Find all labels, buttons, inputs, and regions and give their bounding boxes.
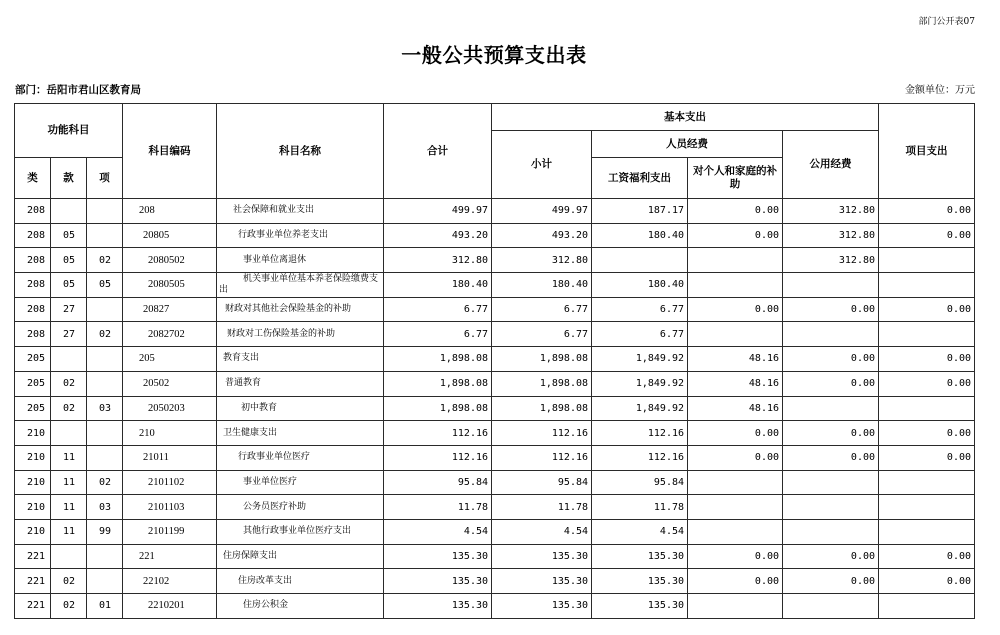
table-row <box>15 347 975 372</box>
cell-code: 210 <box>123 421 217 446</box>
cell-family-subsidy: 0.00 <box>688 445 783 470</box>
cell-total: 135.30 <box>384 544 492 569</box>
cell-xiang <box>87 421 123 446</box>
cell-kuan: 11 <box>51 470 87 495</box>
cell-total: 11.78 <box>384 495 492 520</box>
cell-lei: 208 <box>15 322 51 347</box>
cell-kuan: 02 <box>51 371 87 396</box>
cell-family-subsidy <box>688 248 783 273</box>
cell-family-subsidy: 0.00 <box>688 421 783 446</box>
table-body <box>15 199 975 619</box>
cell-subtotal: 112.16 <box>492 421 592 446</box>
cell-wages: 180.40 <box>592 223 688 248</box>
cell-kuan <box>51 544 87 569</box>
cell-total: 135.30 <box>384 594 492 619</box>
cell-project <box>879 594 975 619</box>
cell-project: 0.00 <box>879 544 975 569</box>
cell-code: 208 <box>123 199 217 224</box>
cell-project: 0.00 <box>879 445 975 470</box>
cell-name: 社会保障和就业支出 <box>217 199 384 224</box>
cell-public-funds: 0.00 <box>783 544 879 569</box>
cell-xiang <box>87 199 123 224</box>
cell-code: 20827 <box>123 297 217 322</box>
table-row <box>15 594 975 619</box>
cell-wages: 1,849.92 <box>592 371 688 396</box>
cell-subtotal: 499.97 <box>492 199 592 224</box>
cell-total: 1,898.08 <box>384 396 492 421</box>
cell-lei: 205 <box>15 396 51 421</box>
cell-xiang: 02 <box>87 470 123 495</box>
cell-total: 112.16 <box>384 445 492 470</box>
cell-wages: 135.30 <box>592 544 688 569</box>
cell-subtotal: 135.30 <box>492 544 592 569</box>
cell-kuan <box>51 347 87 372</box>
table-row <box>15 470 975 495</box>
cell-name: 事业单位医疗 <box>217 470 384 495</box>
cell-subtotal: 135.30 <box>492 594 592 619</box>
header-func-subject: 功能科目 <box>15 104 123 158</box>
cell-subtotal: 1,898.08 <box>492 396 592 421</box>
cell-family-subsidy: 48.16 <box>688 371 783 396</box>
cell-lei: 208 <box>15 273 51 298</box>
cell-lei: 208 <box>15 223 51 248</box>
cell-wages: 11.78 <box>592 495 688 520</box>
cell-kuan: 05 <box>51 248 87 273</box>
unit-value: 万元 <box>955 85 975 96</box>
table-row <box>15 322 975 347</box>
cell-code: 2101102 <box>123 470 217 495</box>
cell-lei: 221 <box>15 544 51 569</box>
cell-lei: 208 <box>15 199 51 224</box>
cell-wages: 135.30 <box>592 569 688 594</box>
cell-lei: 205 <box>15 371 51 396</box>
cell-subtotal: 135.30 <box>492 569 592 594</box>
cell-name: 财政对工伤保险基金的补助 <box>217 322 384 347</box>
cell-family-subsidy <box>688 519 783 544</box>
cell-project <box>879 248 975 273</box>
cell-subtotal: 112.16 <box>492 445 592 470</box>
cell-lei: 210 <box>15 421 51 446</box>
table-row <box>15 445 975 470</box>
cell-lei: 210 <box>15 519 51 544</box>
cell-subtotal: 180.40 <box>492 273 592 298</box>
cell-subtotal: 1,898.08 <box>492 347 592 372</box>
cell-lei: 210 <box>15 445 51 470</box>
cell-kuan: 05 <box>51 223 87 248</box>
cell-project <box>879 322 975 347</box>
cell-kuan: 11 <box>51 519 87 544</box>
cell-xiang: 02 <box>87 248 123 273</box>
cell-wages: 6.77 <box>592 297 688 322</box>
cell-xiang <box>87 297 123 322</box>
cell-kuan: 27 <box>51 322 87 347</box>
table-row <box>15 421 975 446</box>
cell-wages: 135.30 <box>592 594 688 619</box>
cell-family-subsidy <box>688 594 783 619</box>
cell-kuan <box>51 199 87 224</box>
cell-total: 112.16 <box>384 421 492 446</box>
cell-name: 住房改革支出 <box>217 569 384 594</box>
header-personnel: 人员经费 <box>592 131 783 158</box>
cell-name: 财政对其他社会保险基金的补助 <box>217 297 384 322</box>
cell-family-subsidy: 0.00 <box>688 199 783 224</box>
cell-public-funds: 312.80 <box>783 199 879 224</box>
cell-project <box>879 470 975 495</box>
cell-name: 行政事业单位养老支出 <box>217 223 384 248</box>
cell-xiang: 99 <box>87 519 123 544</box>
cell-subtotal: 6.77 <box>492 297 592 322</box>
cell-project: 0.00 <box>879 223 975 248</box>
cell-total: 493.20 <box>384 223 492 248</box>
cell-total: 4.54 <box>384 519 492 544</box>
cell-code: 2050203 <box>123 396 217 421</box>
cell-public-funds: 0.00 <box>783 569 879 594</box>
cell-total: 1,898.08 <box>384 371 492 396</box>
cell-name: 事业单位离退休 <box>217 248 384 273</box>
cell-name: 行政事业单位医疗 <box>217 445 384 470</box>
cell-kuan: 02 <box>51 569 87 594</box>
header-subject-code: 科目编码 <box>123 104 217 199</box>
cell-code: 2080502 <box>123 248 217 273</box>
header-lei: 类 <box>15 158 51 199</box>
table-row <box>15 569 975 594</box>
cell-code: 2101103 <box>123 495 217 520</box>
cell-project <box>879 495 975 520</box>
unit-line <box>905 84 975 97</box>
department-name: 岳阳市君山区教育局 <box>46 84 141 96</box>
cell-subtotal: 493.20 <box>492 223 592 248</box>
cell-lei: 205 <box>15 347 51 372</box>
cell-total: 1,898.08 <box>384 347 492 372</box>
cell-project: 0.00 <box>879 347 975 372</box>
cell-name: 其他行政事业单位医疗支出 <box>217 519 384 544</box>
cell-total: 6.77 <box>384 322 492 347</box>
cell-wages: 187.17 <box>592 199 688 224</box>
cell-wages: 95.84 <box>592 470 688 495</box>
cell-family-subsidy <box>688 495 783 520</box>
cell-public-funds <box>783 594 879 619</box>
cell-public-funds: 312.80 <box>783 248 879 273</box>
cell-family-subsidy: 48.16 <box>688 347 783 372</box>
cell-lei: 210 <box>15 470 51 495</box>
cell-public-funds <box>783 396 879 421</box>
cell-kuan: 11 <box>51 495 87 520</box>
cell-code: 221 <box>123 544 217 569</box>
table-row <box>15 495 975 520</box>
cell-wages: 1,849.92 <box>592 347 688 372</box>
cell-kuan: 02 <box>51 396 87 421</box>
cell-name: 公务员医疗补助 <box>217 495 384 520</box>
cell-public-funds: 0.00 <box>783 445 879 470</box>
header-xiang: 项 <box>87 158 123 199</box>
cell-xiang <box>87 445 123 470</box>
cell-lei: 210 <box>15 495 51 520</box>
table-row <box>15 297 975 322</box>
form-code: 部门公开表07 <box>918 17 975 27</box>
cell-xiang: 03 <box>87 495 123 520</box>
table-row <box>15 396 975 421</box>
cell-name: 普通教育 <box>217 371 384 396</box>
cell-total: 312.80 <box>384 248 492 273</box>
cell-project <box>879 519 975 544</box>
table-row <box>15 248 975 273</box>
cell-family-subsidy <box>688 322 783 347</box>
table-header <box>15 104 975 199</box>
cell-public-funds <box>783 495 879 520</box>
cell-public-funds: 312.80 <box>783 223 879 248</box>
header-subject-name: 科目名称 <box>217 104 384 199</box>
cell-name: 初中教育 <box>217 396 384 421</box>
cell-family-subsidy: 0.00 <box>688 223 783 248</box>
cell-project: 0.00 <box>879 297 975 322</box>
cell-project: 0.00 <box>879 371 975 396</box>
cell-xiang: 03 <box>87 396 123 421</box>
cell-wages: 1,849.92 <box>592 396 688 421</box>
table-row <box>15 223 975 248</box>
cell-project <box>879 273 975 298</box>
cell-total: 499.97 <box>384 199 492 224</box>
table-row <box>15 199 975 224</box>
page-title: 一般公共预算支出表 <box>401 43 587 67</box>
cell-public-funds: 0.00 <box>783 347 879 372</box>
cell-code: 20502 <box>123 371 217 396</box>
cell-subtotal: 6.77 <box>492 322 592 347</box>
cell-wages: 112.16 <box>592 445 688 470</box>
cell-public-funds: 0.00 <box>783 297 879 322</box>
cell-total: 180.40 <box>384 273 492 298</box>
budget-table <box>14 103 975 619</box>
cell-public-funds: 0.00 <box>783 371 879 396</box>
cell-code: 22102 <box>123 569 217 594</box>
cell-xiang: 02 <box>87 322 123 347</box>
cell-xiang <box>87 371 123 396</box>
cell-family-subsidy: 0.00 <box>688 569 783 594</box>
cell-code: 2080505 <box>123 273 217 298</box>
cell-wages: 6.77 <box>592 322 688 347</box>
header-family-subsidy: 对个人和家庭的补助 <box>688 158 783 199</box>
cell-wages: 180.40 <box>592 273 688 298</box>
cell-public-funds <box>783 273 879 298</box>
cell-name: 住房保障支出 <box>217 544 384 569</box>
cell-subtotal: 4.54 <box>492 519 592 544</box>
cell-project: 0.00 <box>879 569 975 594</box>
header-kuan: 款 <box>51 158 87 199</box>
cell-family-subsidy: 0.00 <box>688 297 783 322</box>
cell-public-funds <box>783 470 879 495</box>
cell-total: 6.77 <box>384 297 492 322</box>
cell-xiang <box>87 544 123 569</box>
cell-code: 20805 <box>123 223 217 248</box>
cell-lei: 221 <box>15 569 51 594</box>
cell-lei: 208 <box>15 248 51 273</box>
cell-wages <box>592 248 688 273</box>
cell-subtotal: 1,898.08 <box>492 371 592 396</box>
table-row <box>15 519 975 544</box>
table-row <box>15 273 975 298</box>
cell-wages: 4.54 <box>592 519 688 544</box>
cell-family-subsidy: 48.16 <box>688 396 783 421</box>
cell-xiang <box>87 223 123 248</box>
cell-public-funds <box>783 519 879 544</box>
cell-code: 2082702 <box>123 322 217 347</box>
header-subtotal: 小计 <box>492 131 592 199</box>
cell-code: 21011 <box>123 445 217 470</box>
cell-name: 住房公积金 <box>217 594 384 619</box>
cell-xiang <box>87 569 123 594</box>
cell-name: 机关事业单位基本养老保险缴费支出 <box>217 273 384 298</box>
cell-kuan: 11 <box>51 445 87 470</box>
cell-code: 2101199 <box>123 519 217 544</box>
header-public-funds: 公用经费 <box>783 131 879 199</box>
table-row <box>15 371 975 396</box>
cell-subtotal: 312.80 <box>492 248 592 273</box>
unit-label: 金额单位： <box>905 85 955 96</box>
cell-public-funds <box>783 322 879 347</box>
cell-name: 卫生健康支出 <box>217 421 384 446</box>
cell-subtotal: 95.84 <box>492 470 592 495</box>
cell-xiang <box>87 347 123 372</box>
cell-lei: 208 <box>15 297 51 322</box>
cell-name: 教育支出 <box>217 347 384 372</box>
header-row <box>15 104 975 131</box>
cell-total: 135.30 <box>384 569 492 594</box>
cell-kuan: 02 <box>51 594 87 619</box>
cell-family-subsidy <box>688 470 783 495</box>
cell-project <box>879 396 975 421</box>
department-label: 部门： <box>15 84 47 96</box>
cell-family-subsidy <box>688 273 783 298</box>
cell-xiang: 01 <box>87 594 123 619</box>
cell-kuan <box>51 421 87 446</box>
cell-code: 205 <box>123 347 217 372</box>
cell-project: 0.00 <box>879 199 975 224</box>
cell-code: 2210201 <box>123 594 217 619</box>
cell-family-subsidy: 0.00 <box>688 544 783 569</box>
header-wages: 工资福利支出 <box>592 158 688 199</box>
cell-kuan: 05 <box>51 273 87 298</box>
cell-total: 95.84 <box>384 470 492 495</box>
cell-public-funds: 0.00 <box>783 421 879 446</box>
table-row <box>15 544 975 569</box>
cell-wages: 112.16 <box>592 421 688 446</box>
cell-lei: 221 <box>15 594 51 619</box>
department-line <box>15 83 141 97</box>
cell-xiang: 05 <box>87 273 123 298</box>
header-project: 项目支出 <box>879 104 975 199</box>
cell-subtotal: 11.78 <box>492 495 592 520</box>
header-basic-expense: 基本支出 <box>492 104 879 131</box>
cell-project: 0.00 <box>879 421 975 446</box>
cell-kuan: 27 <box>51 297 87 322</box>
header-total: 合计 <box>384 104 492 199</box>
